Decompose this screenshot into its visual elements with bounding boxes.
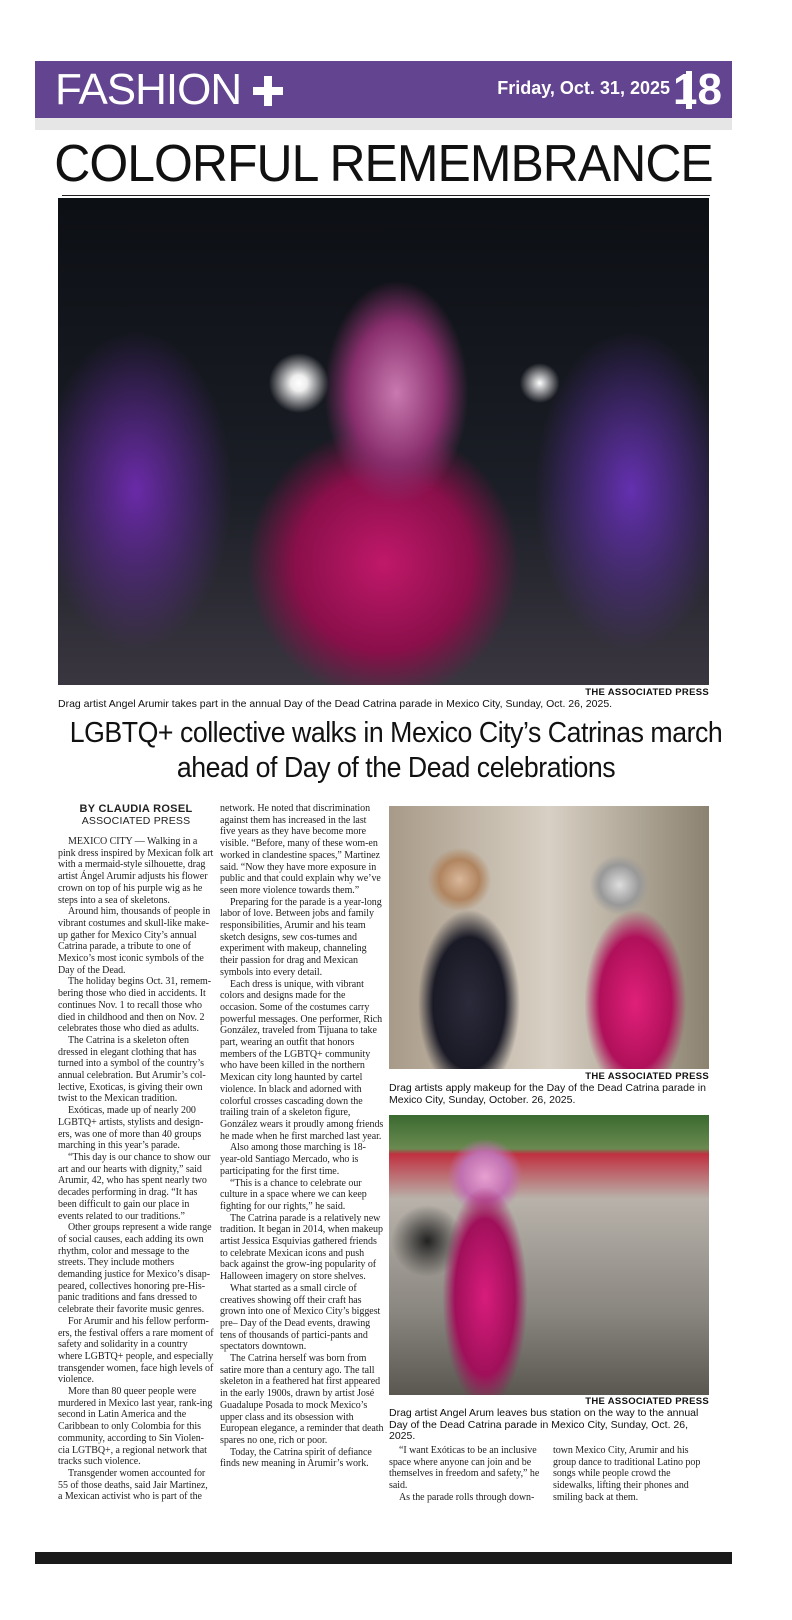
main-photo xyxy=(58,198,709,685)
makeup-photo-credit: THE ASSOCIATED PRESS xyxy=(585,1071,709,1082)
article-paragraph: Exóticas, made up of nearly 200 LGBTQ+ artists, stylists and design-ers, was one of more than 40 groups marching in this year’s parade. xyxy=(58,1105,204,1152)
article-paragraph: The Catrina herself was born from satire more than a century ago. The tall skeleton in a feathered hat first appeared in the early 1900s, drawn by artist José Guadalupe Posada to mock Mexico’s upper class and its obsession with European elegance, a reminder that death spares no one, rich or poor. xyxy=(220,1353,384,1446)
main-photo-caption: Drag artist Angel Arumir takes part in the annual Day of the Dead Catrina parade in Mexico City, Sunday, Oct. 26, 2025. xyxy=(58,698,613,710)
article-paragraph: More than 80 queer people were murdered in Mexico last year, rank-ing second in Latin America and the Caribbean to only Colombia for this community, according to Sin Violen-cia LGTBQ+, a regional network that tracks such violence. xyxy=(58,1386,213,1468)
article-paragraph: “This day is our chance to show our art and our hearts with dignity,” said Arumir, 42, who has spent nearly two decades performing in drag. “It has been difficult to gain our place in events related to our traditions.” xyxy=(58,1151,211,1222)
title-rule xyxy=(62,195,710,196)
article-column-1 xyxy=(58,836,214,1503)
article-paragraph: “This is a chance to celebrate our culture in a space where we can keep fighting for our rights,” he said. xyxy=(220,1177,367,1212)
headline: LGBTQ+ collective walks in Mexico City’s Catrinas march ahead of Day of the Dead celebrations xyxy=(69,717,723,784)
page-title: COLORFUL REMEMBRANCE xyxy=(54,135,713,193)
header-divider xyxy=(35,118,732,130)
bus-station-photo-caption: Drag artist Angel Arum leaves bus station on the way to the annual Day of the Dead Catrina parade in Mexico City, Sunday, Oct. 26, 2025. xyxy=(389,1407,699,1442)
article-column-4 xyxy=(553,1445,711,1504)
section-label: FASHION xyxy=(55,65,242,114)
article-column-3 xyxy=(389,1445,543,1504)
article-paragraph: “I want Exóticas to be an inclusive space where anyone can join and be themselves in freedom and safety,” he said. xyxy=(389,1445,540,1492)
article-paragraph: The Catrina is a skeleton often dressed in elegant clothing that has turned into a symbol of the country’s annual celebration. But Arumir’s col-lective, Exoticas, is giving their own twist to the Mexican tradition. xyxy=(58,1034,206,1105)
article-paragraph: Around him, thousands of people in vibrant costumes and skull-like make-up gather for Mexico City’s annual Catrina parade, a tribute to one of Mexico’s most iconic symbols of the Day of the Dead. xyxy=(58,906,211,976)
main-photo-credit: THE ASSOCIATED PRESS xyxy=(585,687,709,698)
article-paragraph: MEXICO CITY — Walking in a pink dress inspired by Mexican folk art with a mermaid-style silhouette, drag artist Ángel Arumir adjusts his flower crown on top of his purple wig as he steps into a sea of skeletons. xyxy=(58,836,214,906)
article-paragraph: network. He noted that discrimination against them has increased in the last five years as they have become more visible. “Before, many of these wom-en worked in clandestine spaces,” Martinez said. “Now they have more exposure in public and that could explain why we’ve seen more violence towards them.” xyxy=(220,803,381,896)
article-paragraph: Transgender women accounted for 55 of those deaths, said Jair Martinez, a Mexican activist who is part of the xyxy=(58,1467,208,1503)
footer-bar xyxy=(35,1552,732,1564)
section-header-bar xyxy=(35,61,732,118)
makeup-photo-caption: Drag artists apply makeup for the Day of the Dead Catrina parade in Mexico City, Sunday, October. 26, 2025. xyxy=(389,1082,706,1106)
article-paragraph: The Catrina parade is a relatively new tradition. It began in 2014, when makeup artist Jessica Esquivias gathered friends to celebrate Mexican icons and push back against the grow-ing popularity of Halloween imagery on store shelves. xyxy=(220,1212,383,1283)
section-name xyxy=(55,63,283,117)
article-paragraph: For Arumir and his fellow perform-ers, the festival offers a rare moment of safety and solidarity in a country where LGBTQ+ people, and especially transgender women, face high levels of violence. xyxy=(58,1315,214,1386)
article-paragraph: As the parade rolls through down- xyxy=(399,1491,535,1503)
makeup-photo xyxy=(389,806,709,1069)
bus-station-photo xyxy=(389,1115,709,1395)
plus-icon xyxy=(253,76,283,106)
article-paragraph: town Mexico City, Arumir and his group dance to traditional Latino pop songs while people crowd the sidewalks, lifting their phones and smiling back at them. xyxy=(553,1445,701,1503)
article-paragraph: Today, the Catrina spirit of defiance finds new meaning in Arumir’s work. xyxy=(220,1446,372,1470)
issue-date: Friday, Oct. 31, 2025 xyxy=(497,78,670,98)
article-paragraph: What started as a small circle of creatives showing off their craft has grown into one of Mexico City’s biggest pre– Day of the Dead events, drawing tens of thousands of partici-pants and spectators downtown. xyxy=(220,1282,381,1353)
byline xyxy=(58,803,214,827)
article-paragraph: Other groups represent a wide range of social causes, each adding its own rhythm, color and message to the streets. They include mothers demanding justice for Mexico’s disap-peared, collectives honoring pre-His-panic traditions and fans dressed to celebrate their favorite music genres. xyxy=(58,1222,212,1316)
author-name: BY CLAUDIA ROSEL xyxy=(79,803,193,815)
bus-station-photo-credit: THE ASSOCIATED PRESS xyxy=(585,1396,709,1407)
article-paragraph: Preparing for the parade is a year-long labor of love. Between jobs and family responsibilities, Arumir and his team sketch designs, sew cos-tumes and experiment with makeup, channeling their passion for drag and Mexican symbols into every detail. xyxy=(220,896,382,978)
author-organization: ASSOCIATED PRESS xyxy=(81,815,191,827)
article-paragraph: Also among those marching is 18-year-old Santiago Mercado, who is participating for the first time. xyxy=(220,1142,366,1177)
article-column-2 xyxy=(220,803,384,1470)
article-paragraph: The holiday begins Oct. 31, remem-bering those who died in accidents. It continues Nov. 1 to recall those who died in childhood and then on Nov. 2 celebrates those who died as adults. xyxy=(58,976,211,1035)
article-paragraph: Each dress is unique, with vibrant colors and designs made for the occasion. Some of the costumes carry powerful messages. One performer, Rich González, traveled from Tijuana to take part, wearing an outfit that honors members of the LGBTQ+ community who have been killed in the northern Mexican city long haunted by cartel violence. In black and adorned with colorful crosses cascading down the trailing train of a skeleton figure, González wears it proudly among friends he made when he first marched last year. xyxy=(220,978,384,1142)
page-number: 18 xyxy=(673,65,722,114)
